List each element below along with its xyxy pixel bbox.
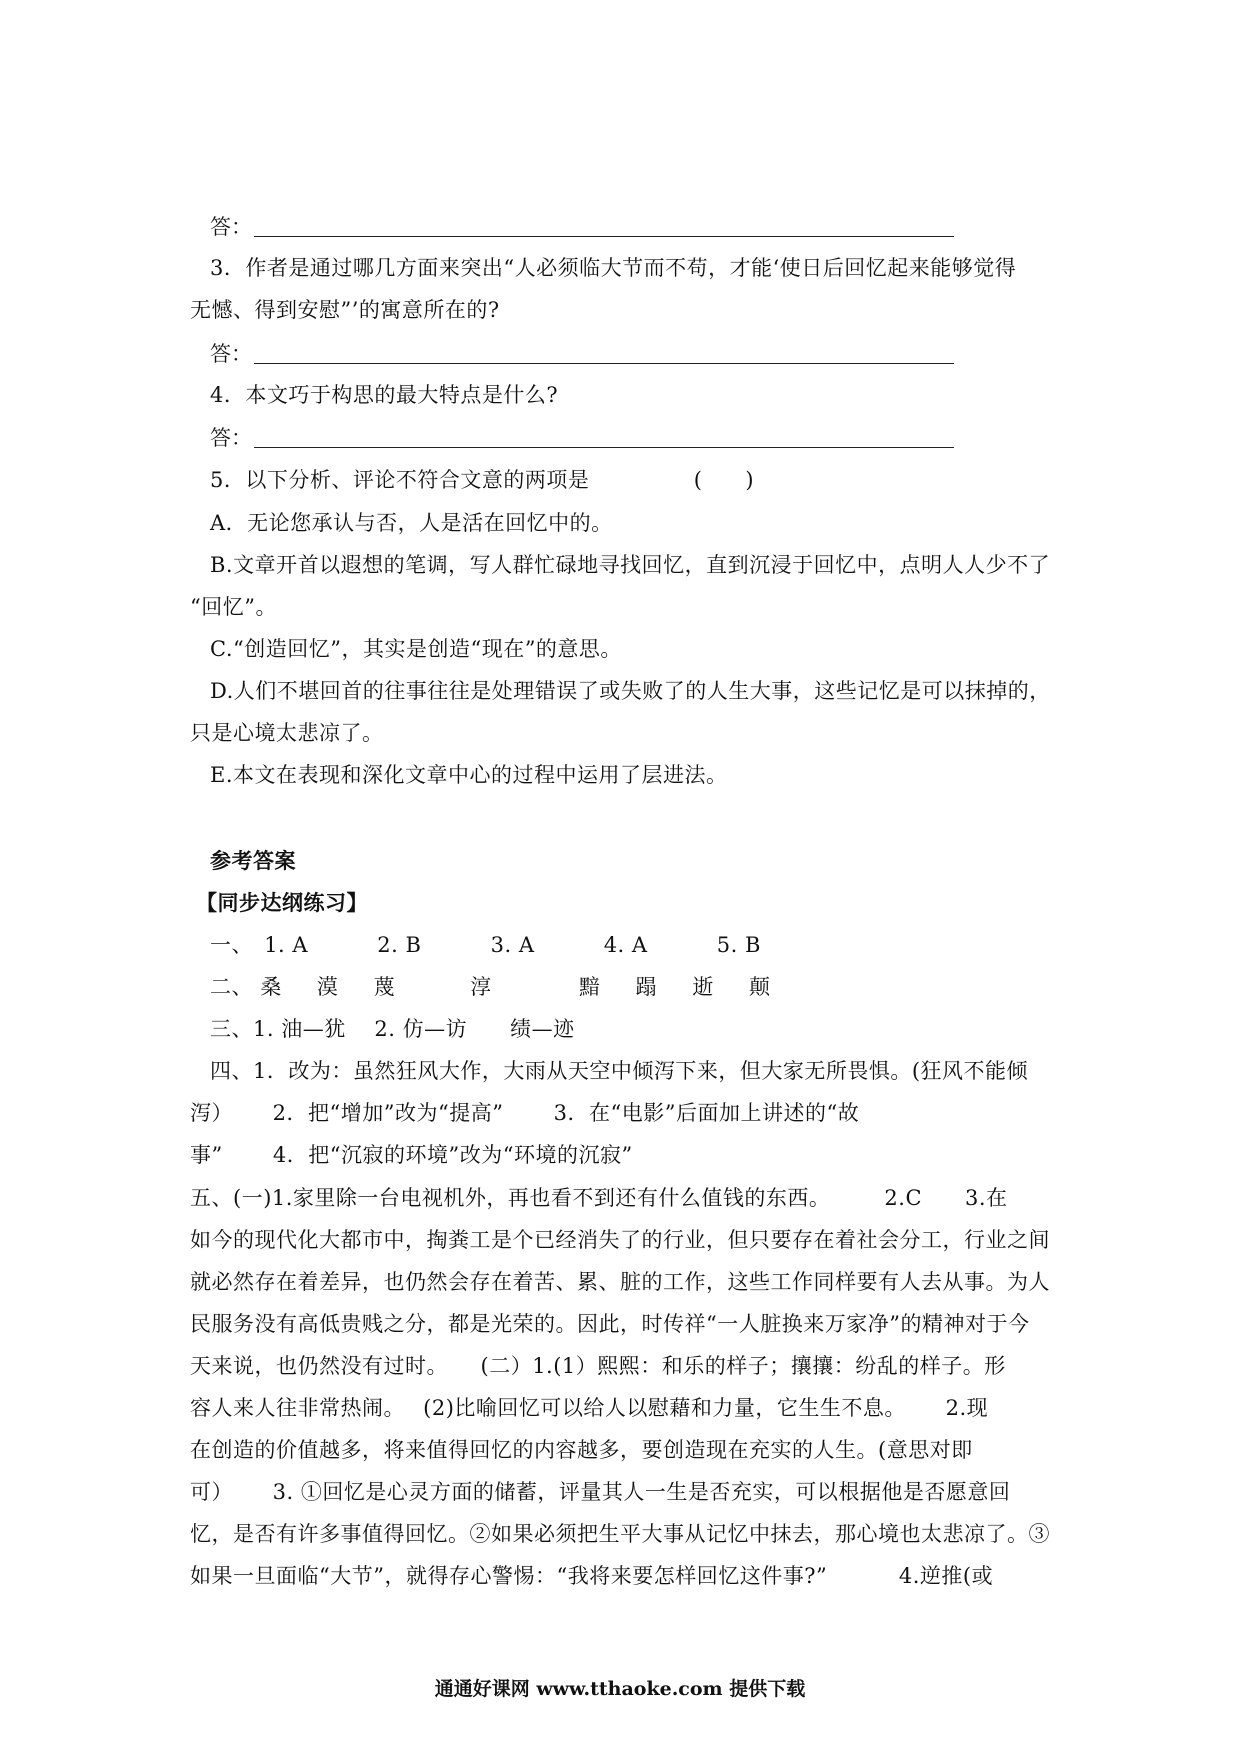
- answers-part-5-line-1: 五、(一)1.家里除一台电视机外，再也看不到还有什么值钱的东西。 2.C 3.在: [190, 1186, 1008, 1210]
- part-2-item: 颠: [749, 975, 771, 999]
- answers-part-4-line-1: 四、1．改为：虽然狂风大作，大雨从天空中倾泻下来，但大家无所畏惧。(狂风不能倾: [210, 1059, 1029, 1083]
- answer-label: 答：: [210, 215, 252, 239]
- option-d-line-2: 只是心境太悲凉了。: [190, 721, 384, 745]
- answers-part-5-line-2: 如今的现代化大都市中，掏粪工是个已经消失了的行业，但只要存在着社会分工，行业之间: [190, 1228, 1050, 1252]
- question-3-line-1: 3．作者是通过哪几方面来突出“人必须临大节而不苟，才能‘使日后回忆起来能够觉得: [210, 256, 1017, 280]
- answers-part-2: [210, 972, 1080, 1002]
- answers-heading: 参考答案: [210, 848, 296, 873]
- answers-part-3: 三、1. 油—犹 2. 仿—访 绩—迹: [210, 1017, 575, 1041]
- part-1-label: 一、: [210, 933, 253, 957]
- option-b-line-2: “回忆”。: [190, 595, 277, 619]
- part-1-item: 3. A: [490, 933, 535, 957]
- option-a: A．无论您承认与否，人是活在回忆中的。: [210, 511, 613, 535]
- answer-row-2: [210, 212, 250, 242]
- answers-part-5-line-5: 天来说，也仍然没有过时。 (二）1.(1）熙熙：和乐的样子；攘攘：纷乱的样子。形: [190, 1354, 1006, 1378]
- part-2-item: 黯: [578, 975, 601, 999]
- answers-part-5-line-10: 如果一旦面临“大节”，就得存心警惕：“我将来要怎样回忆这件事?” 4.逆推(或: [190, 1564, 994, 1588]
- answers-part-5-line-8: 可） 3. ①回忆是心灵方面的储蓄，评量其人一生是否充实，可以根据他是否愿意回: [190, 1480, 1011, 1504]
- option-d-line-1: D.人们不堪回首的往事往往是处理错误了或失败了的人生大事，这些记忆是可以抹掉的，: [210, 679, 1051, 703]
- option-e: E.本文在表现和深化文章中心的过程中运用了层进法。: [210, 763, 728, 787]
- part-2-item: 桑: [260, 975, 282, 999]
- question-5-bracket: ( ): [693, 468, 755, 492]
- part-1-item: 1. A: [264, 933, 309, 957]
- part-1-item: 5. B: [716, 933, 761, 957]
- answer-label: 答：: [210, 426, 252, 450]
- part-2-item: 蹋: [635, 975, 658, 999]
- answers-part-4-line-2: 泻） 2．把“增加”改为“提高” 3．在“电影”后面加上讲述的“故: [190, 1101, 860, 1125]
- question-5-text: 5．以下分析、评论不符合文意的两项是: [210, 468, 590, 492]
- part-2-item: 逝: [692, 975, 714, 999]
- answers-section-title: 【同步达纲练习】: [196, 890, 368, 915]
- part-2-item: 蔑: [373, 975, 396, 999]
- answer-row-3: [210, 339, 250, 369]
- page-footer: 通通好课网 www.tthaoke.com 提供下载: [434, 1678, 806, 1700]
- answers-part-5-line-3: 就必然存在着差异，也仍然会存在着苦、累、脏的工作，这些工作同样要有人去从事。为人: [190, 1270, 1050, 1294]
- option-b-line-1: B.文章开首以遐想的笔调，写人群忙碌地寻找回忆，直到沉浸于回忆中，点明人人少不了: [210, 553, 1051, 577]
- answer-label: 答：: [210, 342, 252, 366]
- question-5: [210, 465, 1080, 495]
- answer-line: [254, 447, 954, 448]
- part-1-item: 2. B: [377, 933, 422, 957]
- part-2-item: 漠: [316, 975, 339, 999]
- answers-part-5-line-4: 民服务没有高低贵贱之分，都是光荣的。因此，时传祥“一人脏换来万家净”的精神对于今: [190, 1312, 1030, 1336]
- answer-line: [254, 363, 954, 364]
- answers-part-5-line-6: 容人来人往非常热闹。 (2)比喻回忆可以给人以慰藉和力量，它生生不息。 2.现: [190, 1396, 989, 1420]
- option-c: C.“创造回忆”，其实是创造“现在”的意思。: [210, 637, 622, 661]
- answers-part-5-line-9: 忆，是否有许多事值得回忆。②如果必须把生平大事从记忆中抹去，那心境也太悲凉了。③: [190, 1522, 1050, 1546]
- question-3-line-2: 无憾、得到安慰”’的寓意所在的?: [190, 298, 500, 322]
- question-4: 4．本文巧于构思的最大特点是什么?: [210, 383, 559, 407]
- part-2-label: 二、: [210, 975, 253, 999]
- answers-part-1: [210, 930, 1080, 960]
- part-2-item: 淳: [470, 975, 492, 999]
- answer-row-4: [210, 423, 250, 453]
- part-1-item: 4. A: [603, 933, 648, 957]
- answers-part-5-line-7: 在创造的价值越多，将来值得回忆的内容越多，要创造现在充实的人生。(意思对即: [190, 1438, 973, 1462]
- answers-part-4-line-3: 事” 4．把“沉寂的环境”改为“环境的沉寂”: [190, 1143, 633, 1167]
- answer-line: [254, 236, 954, 237]
